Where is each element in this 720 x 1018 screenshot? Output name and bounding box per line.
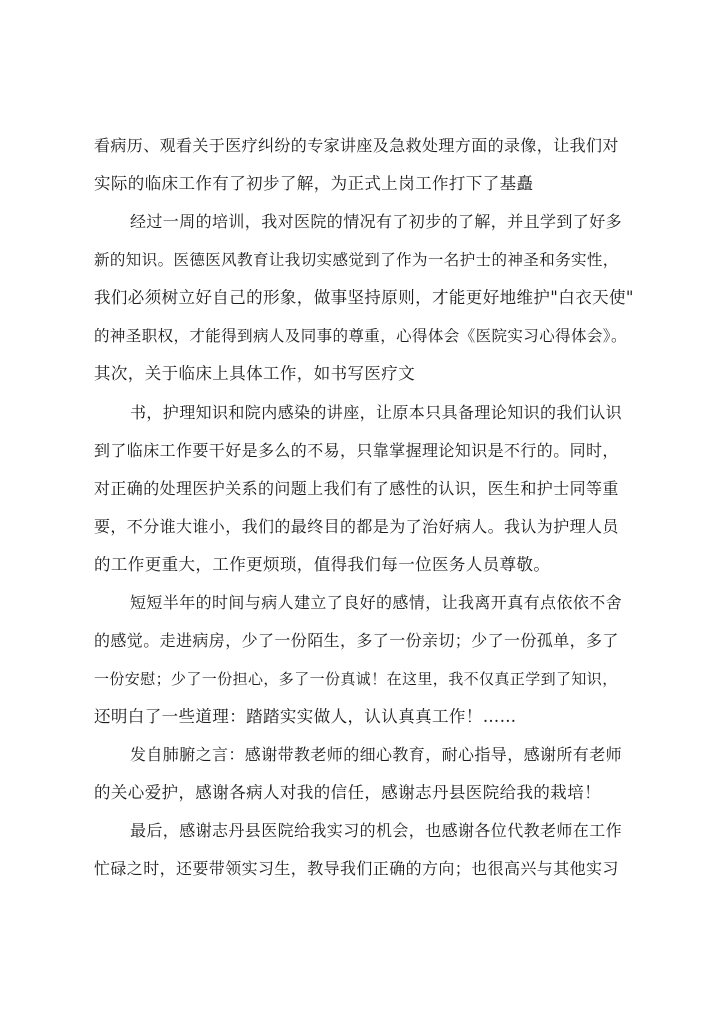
text-line: 的感觉。走进病房，少了一份陌生，多了一份亲切；少了一份孤单，多了	[94, 631, 619, 650]
text-line: 我们必须树立好自己的形象，做事坚持原则，才能更好地维护"白衣天使"	[94, 288, 634, 307]
text-line: 还明白了一些道理：踏踏实实做人，认认真真工作！……	[94, 707, 517, 726]
text-line: 实际的临床工作有了初步了解，为正式上岗工作打下了基矗	[94, 174, 534, 193]
text-line: 的关心爱护，感谢各病人对我的信任，感谢志丹县医院给我的栽培！	[94, 783, 601, 802]
text-line: 忙碌之时，还要带领实习生，教导我们正确的方向；也很高兴与其他实习	[94, 859, 619, 878]
text-line: 的工作更重大，工作更烦琐，值得我们每一位医务人员尊敬。	[94, 555, 551, 574]
paragraph-first-line: 书，护理知识和院内感染的讲座，让原本只具备理论知识的我们认识	[130, 403, 623, 422]
text-line: 到了临床工作要干好是多么的不易，只靠掌握理论知识是不行的。同时，	[94, 441, 619, 460]
text-line: 一份安慰；少了一份担心，多了一份真诚！在这里，我不仅真正学到了知识，	[94, 670, 618, 688]
text-line: 要，不分谁大谁小，我们的最终目的都是为了治好病人。我认为护理人员	[94, 517, 619, 536]
text-line: 新的知识。医德医风教育让我切实感觉到了作为一名护士的神圣和务实性，	[94, 251, 619, 269]
paragraph-first-line: 经过一周的培训，我对医院的情况有了初步的了解，并且学到了好多	[130, 212, 623, 231]
text-line: 的神圣职权，才能得到病人及同事的尊重，心得体会《医院实习心得体会》。	[94, 327, 627, 345]
text-line: 其次，关于临床上具体工作，如书写医疗文	[94, 364, 416, 383]
text-line: 对正确的处理医护关系的问题上我们有了感性的认识，医生和护士同等重	[94, 479, 619, 498]
text-line: 看病历、观看关于医疗纠纷的专家讲座及急救处理方面的录像，让我们对	[94, 136, 619, 155]
paragraph-first-line: 发自肺腑之言：感谢带教老师的细心教育，耐心指导，感谢所有老师	[130, 745, 623, 764]
paragraph-first-line: 最后，感谢志丹县医院给我实习的机会，也感谢各位代教老师在工作	[130, 821, 623, 840]
paragraph-first-line: 短短半年的时间与病人建立了良好的感情，让我离开真有点依依不舍	[130, 593, 623, 612]
